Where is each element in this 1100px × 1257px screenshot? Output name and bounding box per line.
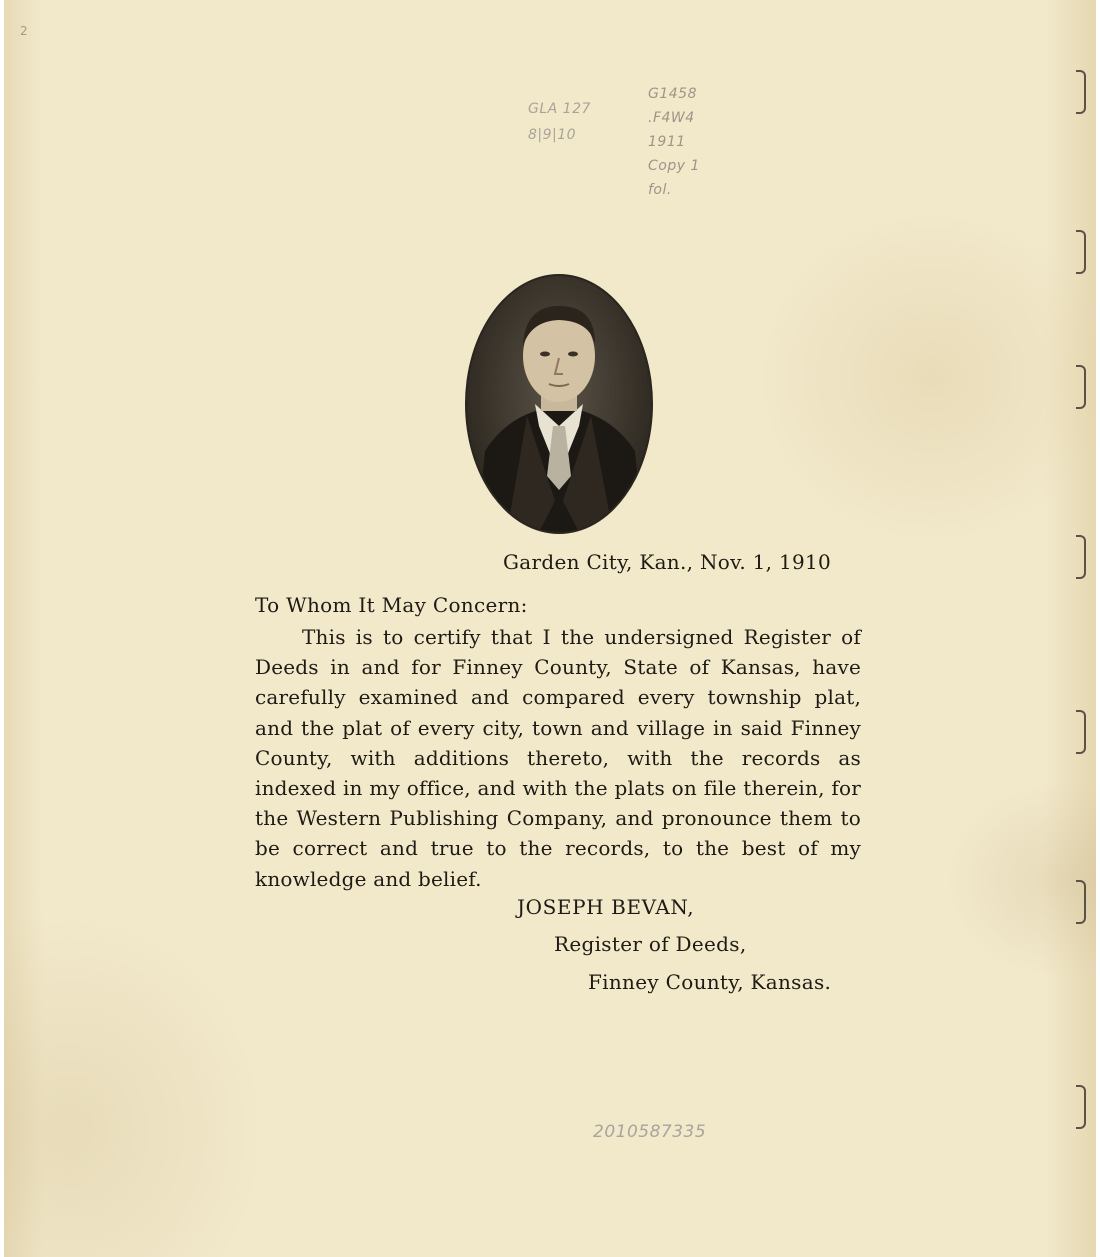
pencil-annotation-left: [528, 96, 591, 148]
salutation: To Whom It May Concern:: [255, 593, 528, 617]
binding-staple: [1076, 365, 1086, 409]
binding-staple: [1076, 880, 1086, 924]
signatory-name: JOSEPH BEVAN,: [517, 895, 695, 919]
pencil-line: .F4W4: [648, 110, 695, 126]
pencil-line: 1911: [648, 134, 686, 150]
binding-staple: [1076, 230, 1086, 274]
document-page: [4, 0, 1096, 1257]
signatory-place: Finney County, Kansas.: [588, 970, 832, 994]
accession-number: 2010587335: [593, 1122, 707, 1142]
pencil-line: 8|9|10: [528, 127, 577, 143]
pencil-line: Copy 1: [648, 158, 700, 174]
pencil-line: GLA 127: [528, 101, 591, 117]
binding-staple: [1076, 710, 1086, 754]
corner-pencil-mark: 2: [20, 24, 28, 38]
signatory-title: Register of Deeds,: [554, 932, 747, 956]
certificate-body: This is to certify that I the undersigned Register of Deeds in and for Finney County, State of Kansas, have carefully examined and compared every township plat, and the plat of every city, town and village in said Finney County, with additions thereto, with the records as indexed in my office, and with the plats on file therein, for the Western Publishing Company, and pronounce them to be correct and true to the records, to the best of my knowledge and belief.: [255, 625, 861, 891]
pencil-line: G1458: [648, 86, 697, 102]
pencil-call-number: [648, 82, 700, 202]
binding-staple: [1076, 535, 1086, 579]
binding-staple: [1076, 1085, 1086, 1129]
binding-staple: [1076, 70, 1086, 114]
pencil-line: fol.: [648, 182, 672, 198]
portrait-figure-icon: [467, 276, 651, 532]
portrait-photo: [465, 274, 653, 534]
dateline: Garden City, Kan., Nov. 1, 1910: [503, 550, 832, 574]
